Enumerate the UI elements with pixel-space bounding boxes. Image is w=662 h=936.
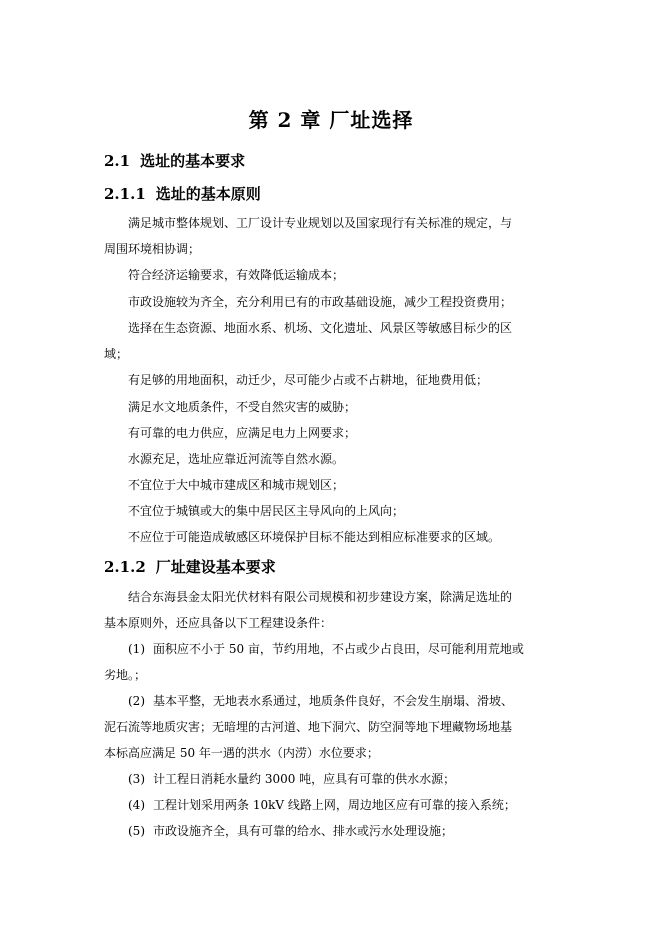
list-item-text: 工程计划采用两条 10kV 线路上网，周边地区应有可靠的接入系统； [153,798,516,812]
list-item-number: (1) [128,642,145,656]
list-item-5 [128,822,453,840]
paragraph-line: 域； [104,347,129,361]
list-item-number: (5) [128,824,145,838]
paragraph-line: 有足够的用地面积，动迁少，尽可能少占或不占耕地，征地费用低； [128,373,489,387]
paragraph-line: 不宜位于城镇或大的集中居民区主导风向的上风向； [128,504,405,518]
paragraph-line: 不应位于可能造成敏感区环境保护目标不能达到相应标准要求的区域。 [128,530,501,544]
list-item-3 [128,770,455,788]
list-item-continuation: 劣地。； [104,668,147,682]
list-item-continuation: 本标高应满足 50 年一遇的洪水（内涝）水位要求； [104,746,379,760]
list-item-number: (4) [128,798,145,812]
section-heading-2-1-1 [104,183,261,204]
list-item-number: (2) [128,694,145,708]
paragraph-line: 周围环境相协调； [104,242,201,256]
paragraph-line: 选择在生态资源、地面水系、机场、文化遗址、风景区等敏感目标少的区 [128,321,513,335]
paragraph-line: 市政设施较为齐全，充分利用已有的市政基础设施，减少工程投资费用； [128,295,513,309]
list-item-text: 市政设施齐全，具有可靠的给水、排水或污水处理设施； [153,824,454,838]
paragraph-line: 满足城市整体规划、工厂设计专业规划以及国家现行有关标准的规定，与 [128,216,513,230]
section-heading-2-1-2 [104,556,276,577]
section-heading-2-1 [104,150,245,171]
paragraph-line: 水源充足，选址应靠近河流等自然水源。 [128,452,345,466]
paragraph-line: 符合经济运输要求，有效降低运输成本； [128,268,345,282]
list-item-number: (3) [128,772,145,786]
list-item-2 [128,692,513,710]
section-number: 2.1.1 [104,185,146,203]
paragraph-line: 结合东海县金太阳光伏材料有限公司规模和初步建设方案，除满足选址的 [128,590,513,604]
paragraph-line: 不宜位于大中城市建成区和城市规划区； [128,478,345,492]
list-item-continuation: 泥石流等地质灾害；无暗埋的古河道、地下洞穴、防空洞等地下埋藏物场地基 [104,720,513,734]
list-item-text: 面积应不小于 50 亩，节约用地，不占或少占良田，尽可能利用荒地或 [153,642,524,656]
list-item-4 [128,796,516,814]
section-title: 厂址建设基本要求 [155,558,276,576]
list-item-text: 计工程日消耗水量约 3000 吨，应具有可靠的供水水源； [153,772,456,786]
section-title: 选址的基本原则 [155,185,261,203]
list-item-text: 基本平整，无地表水系通过，地质条件良好，不会发生崩塌、滑坡、 [153,694,514,708]
section-title: 选址的基本要求 [140,152,246,170]
paragraph-line: 基本原则外，还应具备以下工程建设条件： [104,616,333,630]
section-number: 2.1.2 [104,558,146,576]
list-item-1 [128,640,524,658]
paragraph-line: 满足水文地质条件，不受自然灾害的威胁； [128,400,357,414]
paragraph-line: 有可靠的电力供应，应满足电力上网要求； [128,426,357,440]
section-number: 2.1 [104,152,131,170]
chapter-title: 第 2 章 厂址选择 [248,108,414,132]
